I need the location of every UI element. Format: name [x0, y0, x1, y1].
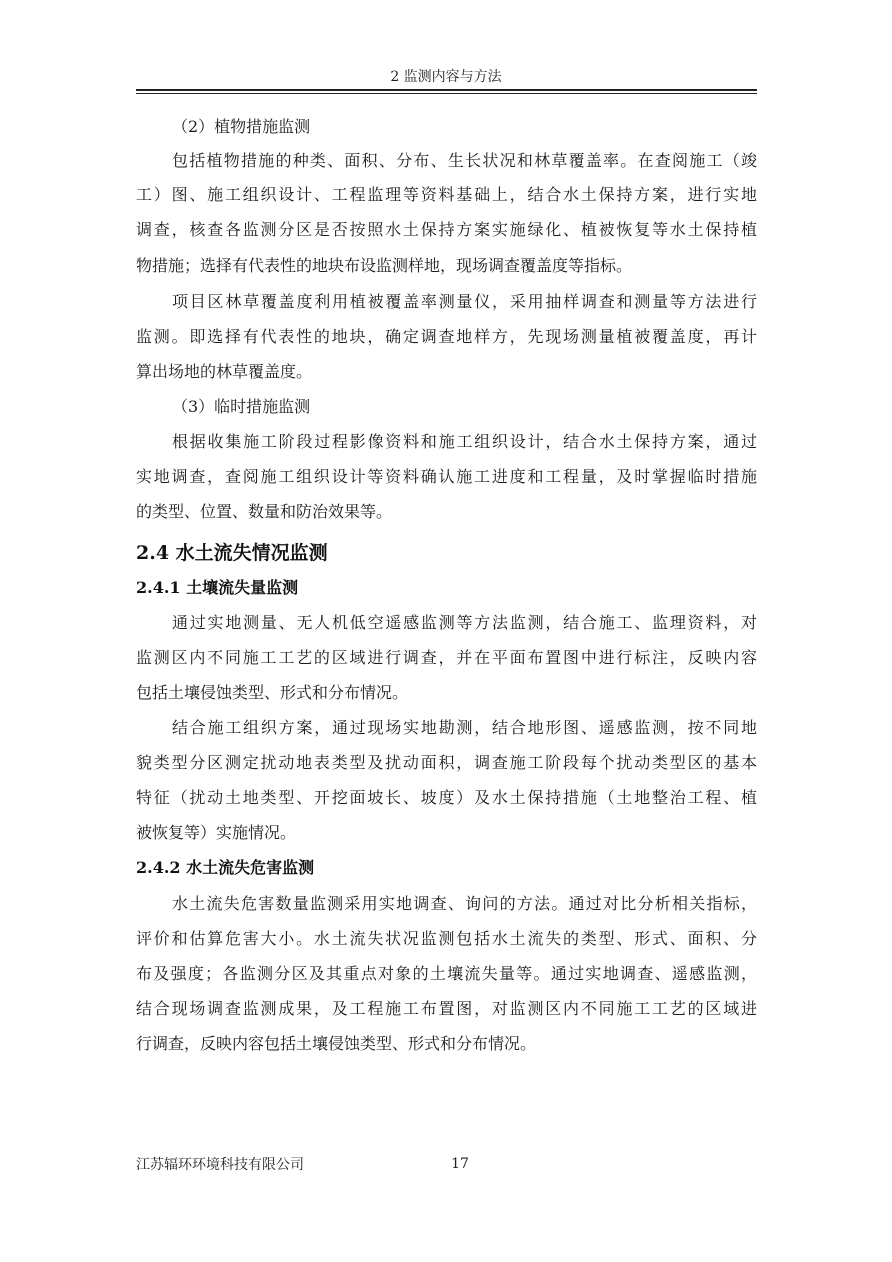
- paragraph-line: 行调查，反映内容包括土壤侵蚀类型、形式和分布情况。: [136, 1034, 537, 1053]
- section-heading-2-4-2: 2.4.2 水土流失危害监测: [136, 858, 315, 877]
- header-rule-thick: [136, 89, 757, 91]
- paragraph-line: 特征（扰动土地类型、开挖面坡长、坡度）及水土保持措施（土地整治工程、植: [136, 788, 757, 807]
- subsection-heading-temporary: （3）临时措施监测: [172, 397, 311, 416]
- paragraph-line: 物措施；选择有代表性的地块布设监测样地，现场调查覆盖度等指标。: [136, 256, 633, 275]
- paragraph-line: 监测区内不同施工工艺的区域进行调查，并在平面布置图中进行标注，反映内容: [136, 648, 757, 667]
- paragraph-line: 根据收集施工阶段过程影像资料和施工组织设计，结合水土保持方案，通过: [172, 432, 757, 451]
- page-number: 17: [451, 1156, 469, 1172]
- paragraph-line: 算出场地的林草覆盖度。: [136, 362, 313, 381]
- paragraph-line: 项目区林草覆盖度利用植被覆盖率测量仪，采用抽样调查和测量等方法进行: [172, 292, 757, 311]
- section-heading-2-4-1: 2.4.1 土壤流失量监测: [136, 578, 299, 597]
- paragraph-line: 评价和估算危害大小。水土流失状况监测包括水土流失的类型、形式、面积、分: [136, 929, 757, 948]
- paragraph-line: 监测。即选择有代表性的地块，确定调查地样方，先现场测量植被覆盖度，再计: [136, 327, 757, 346]
- paragraph-line: 包括植物措施的种类、面积、分布、生长状况和林草覆盖率。在查阅施工（竣: [172, 151, 757, 170]
- paragraph-line: 水土流失危害数量监测采用实地调查、询问的方法。通过对比分析相关指标，: [172, 894, 757, 913]
- header-rule-thin: [136, 93, 757, 94]
- paragraph-line: 工）图、施工组织设计、工程监理等资料基础上，结合水土保持方案，进行实地: [136, 185, 757, 204]
- paragraph-line: 结合现场调查监测成果，及工程施工布置图，对监测区内不同施工工艺的区域进: [136, 999, 757, 1018]
- paragraph-line: 布及强度；各监测分区及其重点对象的土壤流失量等。通过实地调查、遥感监测，: [136, 964, 757, 983]
- footer-company-name: 江苏辐环环境科技有限公司: [136, 1157, 304, 1173]
- paragraph-line: 的类型、位置、数量和防治效果等。: [136, 502, 393, 521]
- subsection-heading-plant: （2）植物措施监测: [172, 117, 311, 136]
- paragraph-line: 通过实地测量、无人机低空遥感监测等方法监测，结合施工、监理资料，对: [172, 613, 757, 632]
- paragraph-line: 调查，核查各监测分区是否按照水土保持方案实施绿化、植被恢复等水土保持植: [136, 220, 757, 239]
- paragraph-line: 貌类型分区测定扰动地表类型及扰动面积，调查施工阶段每个扰动类型区的基本: [136, 753, 757, 772]
- paragraph-line: 结合施工组织方案，通过现场实地勘测，结合地形图、遥感监测，按不同地: [172, 718, 757, 737]
- paragraph-line: 被恢复等）实施情况。: [136, 823, 297, 842]
- section-heading-2-4: 2.4 水土流失情况监测: [136, 542, 328, 564]
- paragraph-line: 实地调查，查阅施工组织设计等资料确认施工进度和工程量，及时掌握临时措施: [136, 467, 757, 486]
- paragraph-line: 包括土壤侵蚀类型、形式和分布情况。: [136, 683, 409, 702]
- running-header: 2 监测内容与方法: [390, 69, 502, 85]
